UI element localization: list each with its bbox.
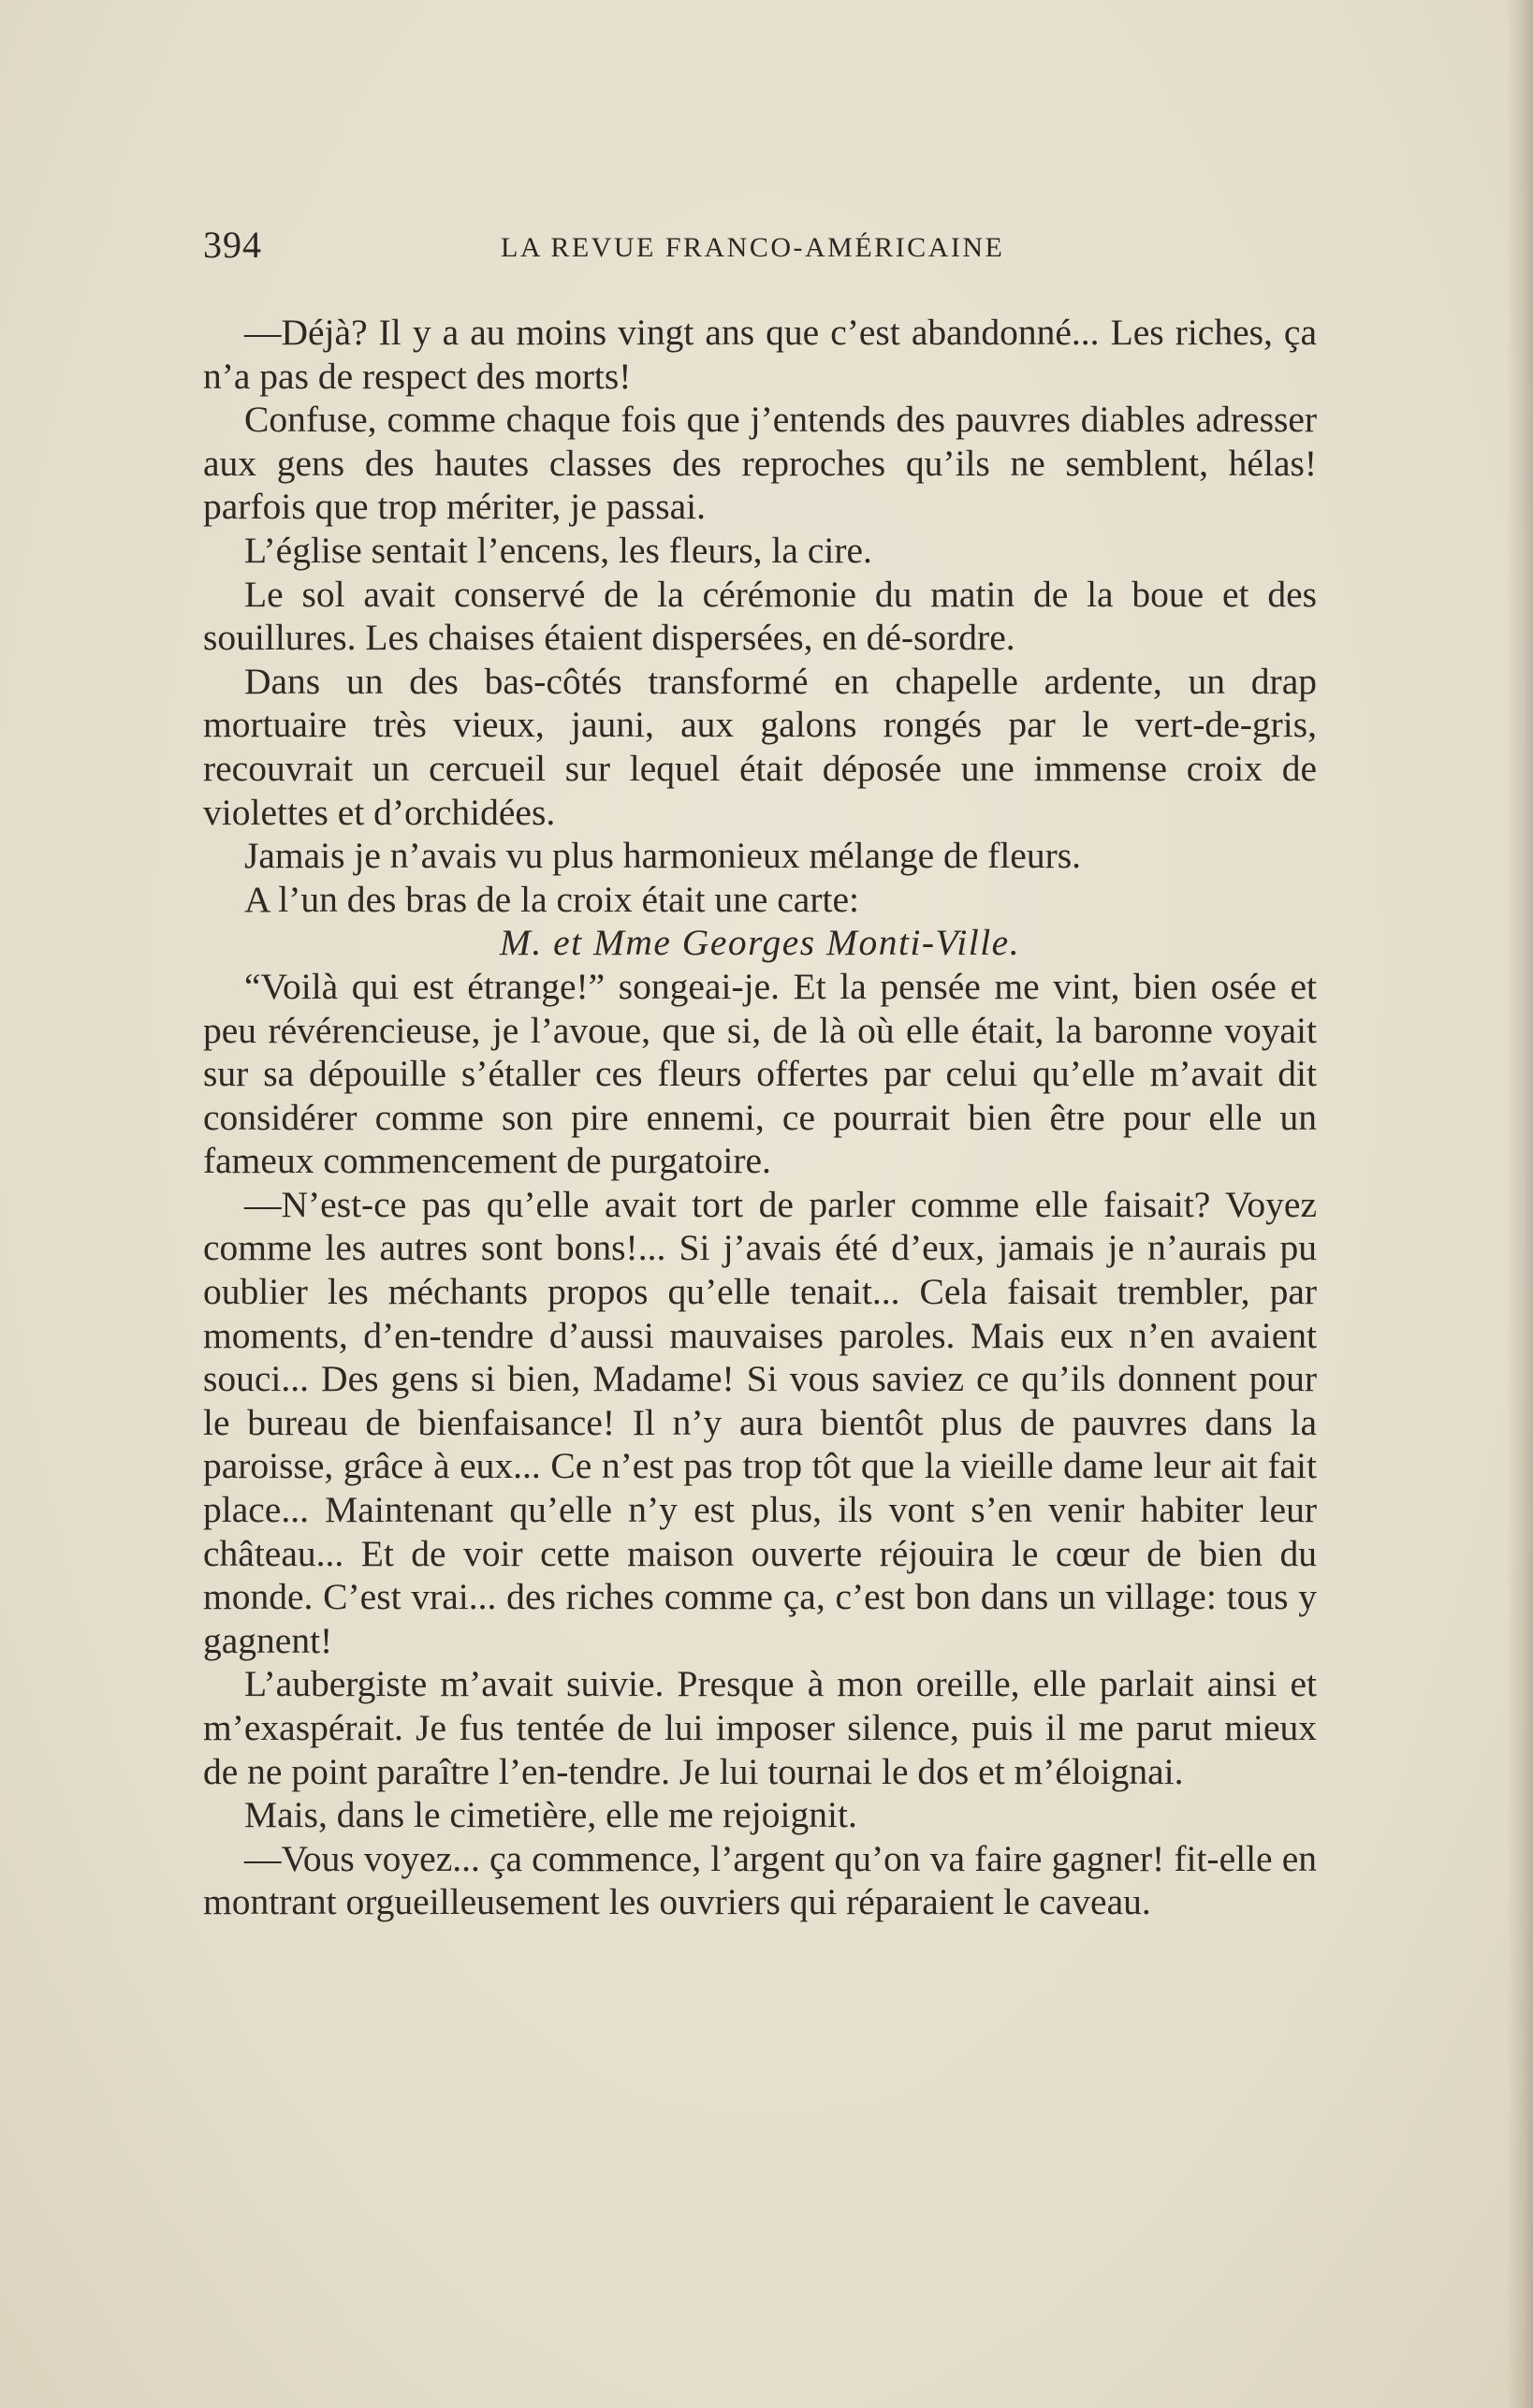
page-header bbox=[203, 223, 1317, 279]
paragraph: —Déjà? Il y a au moins vingt ans que c’est abandonné... Les riches, ça n’a pas de respect des morts! bbox=[203, 312, 1317, 397]
paragraph: A l’un des bras de la croix était une carte: bbox=[244, 878, 859, 920]
paragraph: L’aubergiste m’avait suivie. Presque à mon oreille, elle parlait ainsi et m’exaspérait. Je fus tentée de lui imposer silence, puis il me parut mieux de ne point paraître l’en-tendre. Je lui tournai le dos et m’éloignai. bbox=[203, 1663, 1317, 1792]
card-inscription: M. et Mme Georges Monti-Ville. bbox=[499, 922, 1021, 964]
paragraph: —Vous voyez... ça commence, l’argent qu’on va faire gagner! fit-elle en montrant orgueilleusement les ouvriers qui réparaient le caveau. bbox=[203, 1837, 1317, 1923]
paragraph: Mais, dans le cimetière, elle me rejoignit. bbox=[244, 1794, 857, 1836]
paragraph: L’église sentait l’encens, les fleurs, la cire. bbox=[244, 529, 872, 571]
running-title: LA REVUE FRANCO-AMÉRICAINE bbox=[501, 232, 1005, 263]
paragraph: —N’est-ce pas qu’elle avait tort de parler comme elle faisait? Voyez comme les autres sont bons!... Si j’avais été d’eux, jamais je n’aurais pu oublier les méchants propos qu’elle tenait... Cela faisait trembler, par moments, d’en-tendre d’aussi mauvaises paroles. Mais eux n’en avaient souci... Des gens si bien, Madame! Si vous saviez ce qu’ils donnent pour le bureau de bienfaisance! Il n’y aura bientôt plus de pauvres dans la paroisse, grâce à eux... Ce n’est pas trop tôt que la vieille dame leur ait fait place... Maintenant qu’elle n’y est plus, ils vont s’en venir habiter leur château... Et de voir cette maison ouverte réjouira le cœur de bien du monde. C’est vrai... des riches comme ça, c’est bon dans un village: tous y gagnent! bbox=[203, 1183, 1317, 1661]
paragraph: “Voilà qui est étrange!” songeai-je. Et la pensée me vint, bien osée et peu révérencieuse, je l’avoue, que si, de là où elle était, la baronne voyait sur sa dépouille s’étaller ces fleurs offertes par celui qu’elle m’avait dit considérer comme son pire ennemi, ce pourrait bien être pour elle un fameux commencement de purgatoire. bbox=[203, 965, 1317, 1182]
paragraph: Le sol avait conservé de la cérémonie du matin de la boue et des souillures. Les chaises étaient dispersées, en dé-sordre. bbox=[203, 573, 1317, 659]
body-text bbox=[203, 311, 1317, 1924]
paragraph: Jamais je n’avais vu plus harmonieux mélange de fleurs. bbox=[244, 835, 1081, 877]
paragraph: Confuse, comme chaque fois que j’entends des pauvres diables adresser aux gens des hautes classes des reproches qu’ils ne semblent, hélas! parfois que trop mériter, je passai. bbox=[203, 399, 1317, 528]
page-number: 394 bbox=[203, 224, 262, 266]
page-edge-shadow bbox=[1507, 0, 1533, 2408]
paragraph: Dans un des bas-côtés transformé en chapelle ardente, un drap mortuaire très vieux, jauni, aux galons rongés par le vert-de-gris, recouvrait un cercueil sur lequel était déposée une immense croix de violettes et d’orchidées. bbox=[203, 660, 1317, 833]
